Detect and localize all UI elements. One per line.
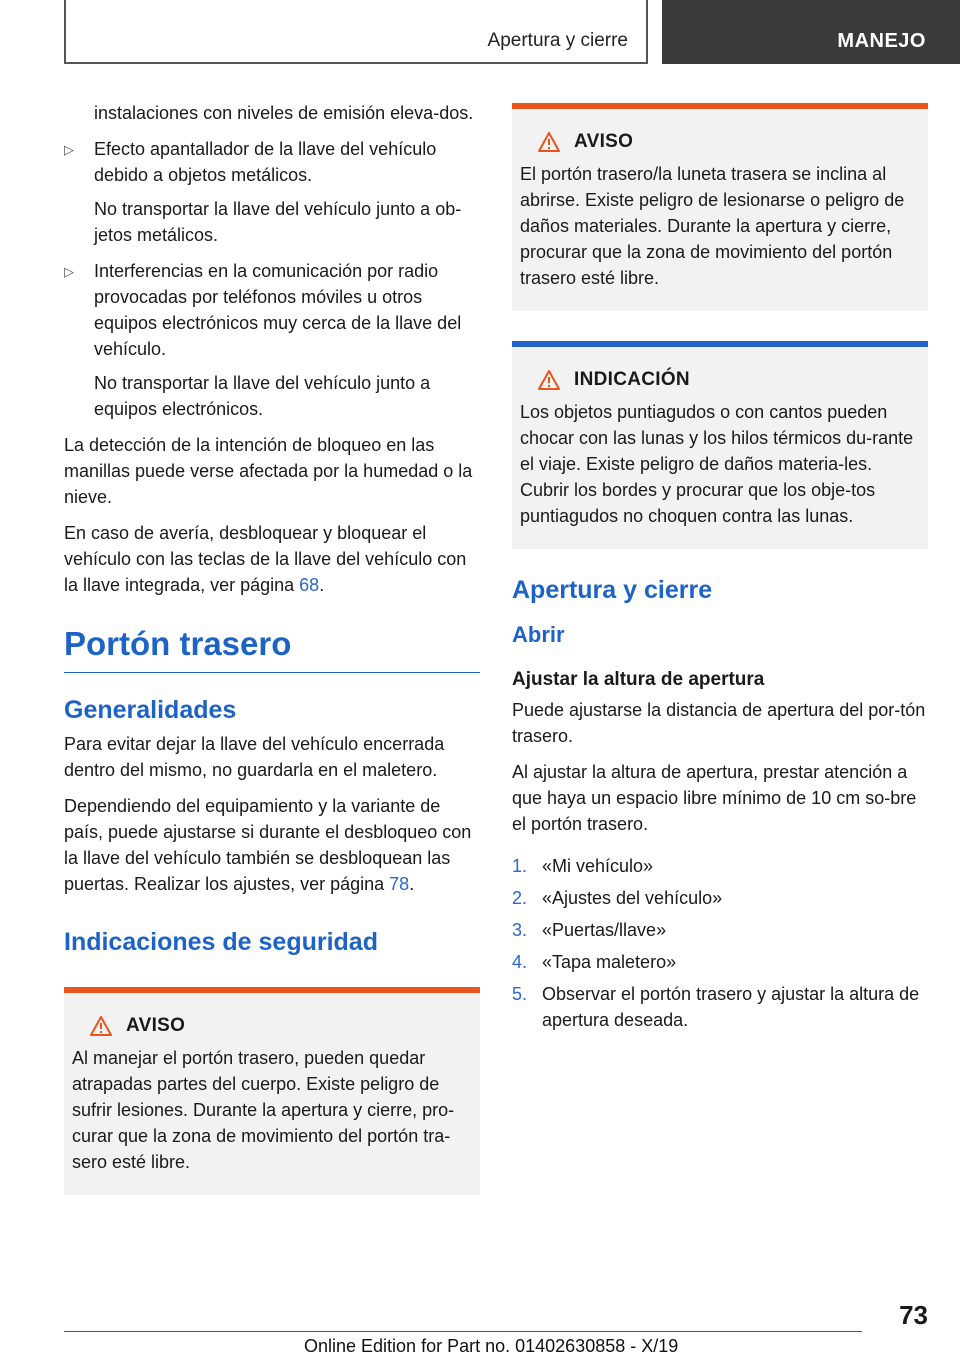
list-item: [512, 853, 928, 879]
triangle-bullet-icon: ▷: [64, 264, 74, 279]
warning-triangle-icon: [538, 132, 560, 152]
list-item: [512, 949, 928, 975]
step-text: «Ajustes del vehículo»: [542, 888, 723, 908]
warning-box: [64, 987, 480, 1195]
warning-text: Al manejar el portón trasero, pueden quedar atrapadas partes del cuerpo. Existe peligro de sufrir lesiones. Durante la apertura y cierre, pro-curar que la zona de movimiento del portón tra-sero esté libre.: [72, 1048, 455, 1172]
header-chapter-tab: MANEJO: [662, 0, 960, 64]
paragraph-distance: Puede ajustarse la distancia de apertura del por-tón trasero.: [512, 700, 926, 746]
warning-title: AVISO: [126, 1015, 186, 1036]
warning-box: [512, 103, 928, 311]
step-number: 5.: [512, 984, 528, 1004]
paragraph-equipment: Dependiendo del equipamiento y la variante de país, puede ajustarse si durante el desbloqueo con la llave del vehículo también se desbloquean las puertas. Realizar los ajustes, ver página 78.: [64, 796, 472, 894]
paragraph-lock-detection: La detección de la intención de bloqueo en las manillas puede verse afectada por la humedad o la nieve.: [64, 435, 473, 507]
section-apertura-cierre: Apertura y cierre: [512, 576, 713, 604]
bullet-item: [64, 258, 480, 422]
step-text: «Mi vehículo»: [542, 856, 654, 876]
bullet-item: [64, 136, 480, 248]
info-text: Los objetos puntiagudos o con cantos pueden chocar con las lunas y los hilos térmicos du-rante el viaje. Existe peligro de daños materia-les. Cubrir los bordes y procurar que los obje-tos puntiagudos no choquen contra las lunas.: [520, 402, 914, 526]
step-text: «Puertas/llave»: [542, 920, 667, 940]
subsection-seguridad: Indicaciones de seguridad: [64, 928, 378, 956]
info-title: INDICACIÓN: [574, 369, 690, 390]
step-number: 2.: [512, 888, 528, 908]
warning-triangle-icon: [90, 1016, 112, 1036]
list-item: [512, 885, 928, 911]
bullet-subtext: No transportar la llave del vehículo junto a equipos electrónicos.: [94, 373, 431, 419]
step-number: 3.: [512, 920, 528, 940]
bullet-subtext: No transportar la llave del vehículo junto a ob-jetos metálicos.: [94, 199, 462, 245]
bullet-text: Interferencias en la comunicación por radio provocadas por teléfonos móviles u otros equipos electrónicos muy cerca de la llave del vehículo.: [94, 261, 462, 359]
paragraph-clearance: Al ajustar la altura de apertura, prestar atención a que haya un espacio libre mínimo de 10 cm so-bre el portón trasero.: [512, 762, 917, 834]
footer-divider: [64, 1331, 862, 1332]
intro-continuation: instalaciones con niveles de emisión eleva-dos.: [94, 103, 474, 123]
step-text: «Tapa maletero»: [542, 952, 677, 972]
page-link-78[interactable]: 78: [389, 874, 410, 894]
header-section-box: [64, 0, 648, 64]
heading-ajustar-altura: Ajustar la altura de apertura: [512, 669, 765, 690]
steps-list: [512, 853, 928, 1033]
paragraph-key-trunk: Para evitar dejar la llave del vehículo encerrada dentro del mismo, no guardarla en el maletero.: [64, 734, 445, 780]
bullet-text: Efecto apantallador de la llave del vehículo debido a objetos metálicos.: [94, 139, 437, 185]
footer-edition: Online Edition for Part no. 01402630858 - X/19: [304, 1336, 679, 1356]
left-column: [64, 100, 480, 1195]
step-text: Observar el portón trasero y ajustar la altura de apertura deseada.: [542, 984, 920, 1030]
list-item: [512, 917, 928, 943]
info-box: [512, 341, 928, 549]
subsection-generalidades: Generalidades: [64, 696, 237, 724]
section-title-porton: Portón trasero: [64, 624, 480, 673]
triangle-bullet-icon: ▷: [64, 142, 74, 157]
warning-title: AVISO: [574, 131, 634, 152]
list-item: [512, 981, 928, 1033]
step-number: 1.: [512, 856, 528, 876]
paragraph-failure: En caso de avería, desbloquear y bloquear el vehículo con las teclas de la llave del vehículo con la llave integrada, ver página 68.: [64, 523, 467, 595]
page-link-68[interactable]: 68: [299, 575, 320, 595]
header-section-title: Apertura y cierre: [487, 30, 628, 51]
right-column: [512, 100, 928, 1039]
subsection-abrir: Abrir: [512, 622, 565, 647]
warning-text: El portón trasero/la luneta trasera se inclina al abrirse. Existe peligro de lesionarse o peligro de daños materiales. Durante la apertura y cierre, procurar que la zona de movimiento del portón trasero esté libre.: [520, 164, 905, 288]
warning-triangle-icon: [538, 370, 560, 390]
step-number: 4.: [512, 952, 528, 972]
page-number: 73: [899, 1300, 928, 1330]
